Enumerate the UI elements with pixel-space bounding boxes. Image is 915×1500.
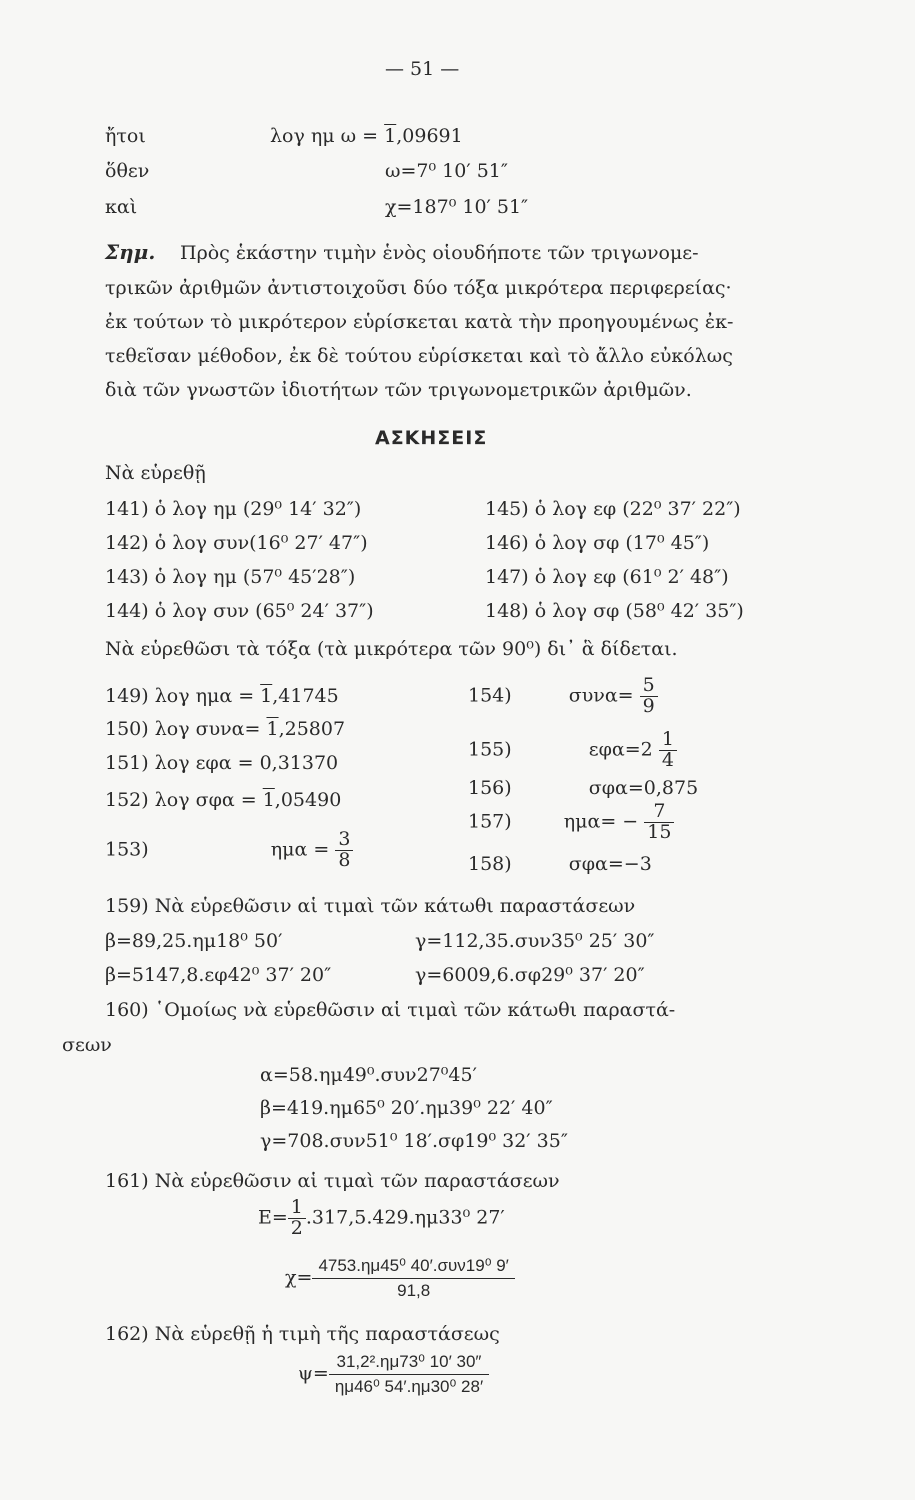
find-label: Νὰ εὑρεθῇ [105, 462, 206, 484]
exercise-146: 146) ὁ λογ σφ (17⁰ 45″) [485, 532, 710, 554]
fraction: $\frac{3}{8}$ [335, 830, 353, 871]
exercise-143: 143) ὁ λογ ημ (57⁰ 45′28″) [105, 566, 356, 588]
exercise-149: 149) λογ ημα = 1,41745 [105, 685, 339, 707]
exercise-160-formula-a: α=58.ημ49⁰.συν27⁰45′ [260, 1064, 477, 1086]
exercise-151: 151) λογ εφα = 0,31370 [105, 752, 339, 774]
exercise-160-cont: σεων [62, 1034, 112, 1056]
exercise-161-formula-chi: χ= 4753.ημ45⁰ 40′.συν19⁰ 9′ 91,8 [285, 1256, 515, 1301]
exercise-158: 158) σφα=−3 [468, 853, 652, 875]
exercise-155: 155) εφα=2 $\frac{1}{4}$ [468, 730, 677, 771]
fraction: $\frac{\text{31,2².ημ73⁰ 10′ 30″}}{\text{ημ46⁰ 54′.ημ30⁰ 28′}}$ [329, 1352, 489, 1397]
exercise-141: 141) ὁ λογ ημ (29⁰ 14′ 32″) [105, 498, 362, 520]
exercise-154: 154) συνα= $\frac{5}{9}$ [468, 676, 658, 717]
page-number: — 51 — [385, 58, 460, 80]
exercises-heading: ΑΣΚΗΣΕΙΣ [375, 427, 488, 449]
exercise-160: 160) ῾Ομοίως νὰ εὑρεθῶσιν αἱ τιμαὶ τῶν κάτωθι παραστά- [105, 999, 676, 1021]
note-line-1: Πρὸς ἑκάστην τιμὴν ἑνὸς οἱουδήποτε τῶν τριγωνομε- [180, 242, 699, 264]
exercise-162: 162) Νὰ εὑρεθῇ ἡ τιμὴ τῆς παραστάσεως [105, 1323, 500, 1345]
exercise-148: 148) ὁ λογ σφ (58⁰ 42′ 35″) [485, 600, 744, 622]
fraction: $\frac{5}{9}$ [640, 676, 658, 717]
intro-formula-1: λογ ημ ω = 1,09691 [270, 125, 463, 147]
exercise-157: 157) ημα= − $\frac{7}{15}$ [468, 802, 674, 843]
exercise-159-line-1b: γ=112,35.συν35⁰ 25′ 30″ [415, 930, 655, 952]
intro-formula-2: ω=7⁰ 10′ 51″ [385, 160, 508, 182]
exercise-156: 156) σφα=0,875 [468, 777, 699, 799]
exercise-161: 161) Νὰ εὑρεθῶσιν αἱ τιμαὶ τῶν παραστάσεων [105, 1170, 560, 1192]
exercise-161-formula-E: Ε= $\frac{1}{2}$ .317,5.429.ημ33⁰ 27′ [258, 1196, 505, 1239]
exercise-159-line-1a: β=89,25.ημ18⁰ 50′ [105, 930, 283, 952]
exercise-144: 144) ὁ λογ συν (65⁰ 24′ 37″) [105, 600, 374, 622]
exercise-153: 153) ημα = $\frac{3}{8}$ [105, 830, 353, 871]
exercise-159: 159) Νὰ εὑρεθῶσιν αἱ τιμαὶ τῶν κάτωθι παραστάσεων [105, 895, 636, 917]
exercise-159-line-2b: γ=6009,6.σφ29⁰ 37′ 20″ [415, 964, 645, 986]
exercise-160-formula-b: β=419.ημ65⁰ 20′.ημ39⁰ 22′ 40″ [260, 1097, 553, 1119]
note-line-4: τεθεῖσαν μέθοδον, ἐκ δὲ τούτου εὑρίσκεται καὶ τὸ ἄλλο εὐκόλως [105, 345, 733, 367]
fraction: $\frac{1}{4}$ [659, 730, 677, 771]
intro-label-2: ὅθεν [105, 160, 150, 182]
note-title: Σημ. [105, 240, 156, 264]
fraction: $\frac{7}{15}$ [644, 802, 674, 843]
exercise-152: 152) λογ σφα = 1,05490 [105, 789, 342, 811]
exercise-150: 150) λογ συνα= 1,25807 [105, 718, 346, 740]
exercise-159-line-2a: β=5147,8.εφ42⁰ 37′ 20″ [105, 964, 332, 986]
exercise-145: 145) ὁ λογ εφ (22⁰ 37′ 22″) [485, 498, 741, 520]
exercise-142: 142) ὁ λογ συν(16⁰ 27′ 47″) [105, 532, 368, 554]
arcs-label: Νὰ εὑρεθῶσι τὰ τόξα (τὰ μικρότερα τῶν 90⁰) δι᾽ ἃ δίδεται. [105, 638, 678, 660]
intro-label-3: καὶ [105, 196, 138, 218]
exercise-162-formula-psi: ψ= $\frac{\text{31,2².ημ73⁰ 10′ 30″}}{\text{ημ46⁰ 54′.ημ30⁰ 28′}}$ [298, 1352, 489, 1397]
note-line-5: διὰ τῶν γνωστῶν ἰδιοτήτων τῶν τριγωνομετρικῶν ἀριθμῶν. [105, 379, 692, 401]
note-line-3: ἐκ τούτων τὸ μικρότερον εὑρίσκεται κατὰ τὴν προηγουμένως ἐκ- [105, 311, 734, 333]
note-line-2: τρικῶν ἀριθμῶν ἀντιστοιχοῦσι δύο τόξα μικρότερα περιφερείας· [105, 277, 732, 299]
exercise-147: 147) ὁ λογ εφ (61⁰ 2′ 48″) [485, 566, 729, 588]
fraction: 4753.ημ45⁰ 40′.συν19⁰ 9′ 91,8 [312, 1256, 514, 1301]
exercise-160-formula-c: γ=708.συν51⁰ 18′.σφ19⁰ 32′ 35″ [260, 1130, 568, 1152]
intro-formula-3: χ=187⁰ 10′ 51″ [385, 196, 529, 218]
fraction: $\frac{1}{2}$ [288, 1198, 306, 1239]
intro-label-1: ἤτοι [105, 125, 146, 147]
